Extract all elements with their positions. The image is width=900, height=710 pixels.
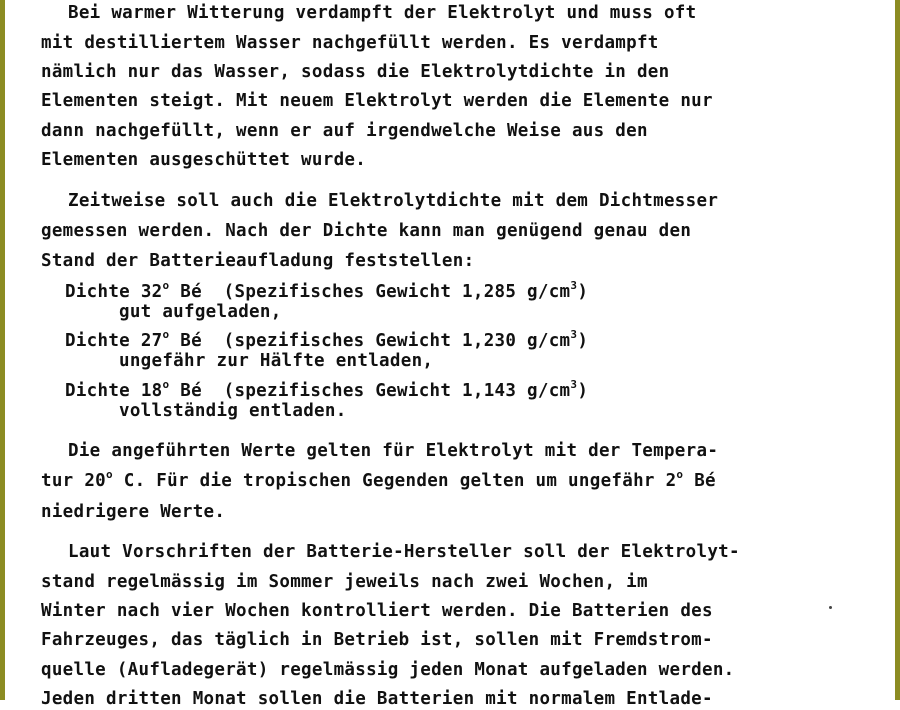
paragraph-4-line-4: Fahrzeuges, das täglich in Betrieb ist, sollen mit Fremdstrom- <box>41 630 713 650</box>
paragraph-1-line-6: Elementen ausgeschüttet wurde. <box>41 150 367 170</box>
paragraph-4-line-3: Winter nach vier Wochen kontrolliert werden. Die Batterien des <box>41 601 713 621</box>
page-border-right <box>895 0 900 700</box>
paragraph-4-line-5: quelle (Aufladegerät) regelmässig jeden Monat aufgeladen werden. <box>41 660 735 680</box>
density-item-1-state: gut aufgeladen, <box>119 302 282 322</box>
paragraph-3-line-2: tur 20$^o$ C. Für die tropischen Gegenden gelten um ungefähr 2$^o$ Bé <box>41 468 716 491</box>
density-item-3: Dichte 18$^o$ Bé (spezifisches Gewicht 1,143 $g/cm^3$) <box>65 378 589 401</box>
paragraph-2-line-2: gemessen werden. Nach der Dichte kann man genügend genau den <box>41 221 692 241</box>
paragraph-1-line-3: nämlich nur das Wasser, sodass die Elektrolytdichte in den <box>41 62 670 82</box>
paragraph-4-line-2: stand regelmässig im Sommer jeweils nach zwei Wochen, im <box>41 572 648 592</box>
paragraph-3-line-3: niedrigere Werte. <box>41 502 226 522</box>
density-item-2-state: ungefähr zur Hälfte entladen, <box>119 351 434 371</box>
paragraph-2-line-3: Stand der Batterieaufladung feststellen: <box>41 251 475 271</box>
paragraph-1-line-4: Elementen steigt. Mit neuem Elektrolyt werden die Elemente nur <box>41 91 713 111</box>
document-page <box>41 0 861 709</box>
page-border-left <box>0 0 5 700</box>
paragraph-1-line-1: Bei warmer Witterung verdampft der Elektrolyt und muss oft <box>68 3 697 23</box>
scan-speck <box>829 606 832 609</box>
density-item-3-state: vollständig entladen. <box>119 401 347 421</box>
paragraph-4-line-6: Jeden dritten Monat sollen die Batterien mit normalem Entlade- <box>41 689 713 709</box>
paragraph-2-line-1: Zeitweise soll auch die Elektrolytdichte mit dem Dichtmesser <box>68 191 719 211</box>
paragraph-1-line-5: dann nachgefüllt, wenn er auf irgendwelche Weise aus den <box>41 121 648 141</box>
paragraph-1-line-2: mit destilliertem Wasser nachgefüllt werden. Es verdampft <box>41 33 659 53</box>
density-item-2: Dichte 27$^o$ Bé (spezifisches Gewicht 1,230 $g/cm^3$) <box>65 328 589 351</box>
density-item-1: Dichte 32$^o$ Bé (Spezifisches Gewicht 1,285 $g/cm^3$) <box>65 279 589 302</box>
paragraph-3-line-1: Die angeführten Werte gelten für Elektrolyt mit der Tempera- <box>68 441 719 461</box>
paragraph-4-line-1: Laut Vorschriften der Batterie-Hersteller soll der Elektrolyt- <box>68 542 740 562</box>
